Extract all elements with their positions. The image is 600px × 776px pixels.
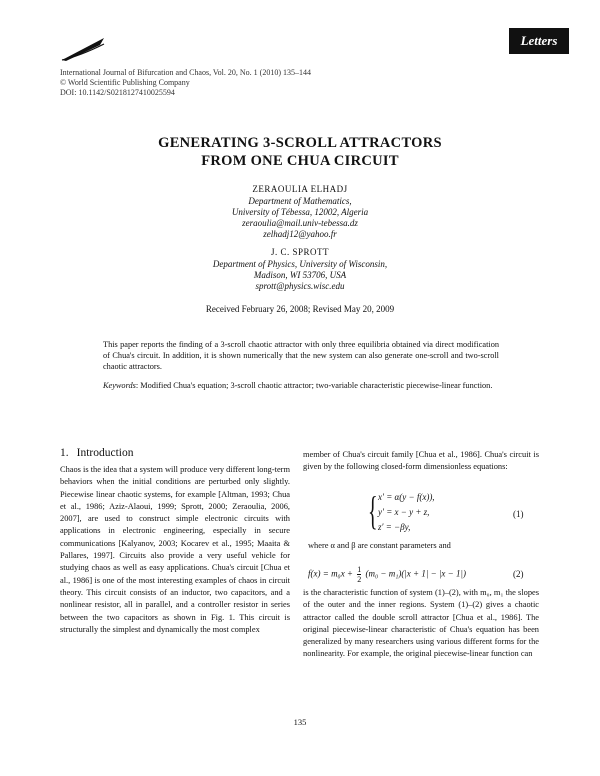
- received-dates: Received February 26, 2008; Revised May 20, 2009: [205, 304, 395, 314]
- section-title: Introduction: [76, 447, 134, 459]
- eq-f-lhs: f(x) = m₀x +: [308, 568, 354, 579]
- intro-right-column-bottom: is the characteristic function of system (1)–(2), with m₀, m₁ the slopes of the outer and the inner regions. System (1)–(2) gives a chaotic attractor called the double scroll attractor [Chua et al., 1986]. The original piecewise-linear characteristic of Chua's equation has been generalized by many researchers using various different forms for the nonlinearity. For example, the original piecewise-linear function can: [303, 588, 539, 659]
- section-number: 1.: [60, 447, 69, 459]
- eq-line2: y′ = x − y + z,: [378, 507, 430, 517]
- fraction: [357, 565, 361, 584]
- doi: DOI: 10.1142/S0218127410025594: [60, 88, 175, 97]
- author2-dept: Department of Physics, University of Wisconsin,: [212, 259, 388, 269]
- journal-citation: International Journal of Bifurcation and Chaos, Vol. 20, No. 1 (2010) 135–144: [60, 68, 311, 77]
- intro-left-column: Chaos is the idea that a system will produce very different long-term behaviors when the initial conditions are perturbed only slightly. Piecewise linear chaotic systems, for example [Altman, 1993; Chua et al., 1986; Aziz-Alaoui, 1999; Sprott, 2000; Zeraoulia, 2006, 2007], are used to construct simple electronic circuits with applications in electronic engineering, especially in secure communications [Kalyanov, 2003; Kocarev et al., 1995; Maaita & Pallares, 1997]. Circuits also provide a very useful vehicle for studying chaos as well as easy applications. Chua's circuit [Chua et al., 1986] is one of the most interesting examples of chaos in circuit theory. This circuit consists of an inductor, two capacitors, and a nonlinear resistor, all in parallel, and a controller resistor in series between the two capacitors as shown in Fig. 1. This circuit is structurally the simplest and dynamically the most complex: [60, 465, 290, 634]
- page-number: 135: [293, 717, 307, 727]
- author2-email: sprott@physics.wisc.edu: [255, 281, 345, 291]
- author1-dept: Department of Mathematics,: [248, 196, 352, 206]
- where-text: where α and β are constant parameters and: [308, 541, 451, 550]
- paper-title-line1: GENERATING 3-SCROLL ATTRACTORS: [158, 135, 442, 151]
- eq-f-rhs: (m₀ − m₁)(|x + 1| − |x − 1|): [365, 568, 466, 579]
- keywords-label: Keywords: [103, 381, 136, 390]
- keywords: [103, 380, 499, 391]
- intro-right-column-top: member of Chua's circuit family [Chua et al., 1986]. Chua's circuit is given by the following closed-form dimensionless equations:: [303, 450, 539, 472]
- journal-info: [60, 68, 311, 98]
- letters-tab: Letters: [509, 28, 569, 54]
- publisher-logo: [60, 36, 106, 62]
- abstract: This paper reports the finding of a 3-scroll chaotic attractor with only three equilibria obtained via direct modification of Chua's circuit. In addition, it is shown numerically that the new system can also generate one-scroll and two-scroll chaotic attractors.: [103, 340, 499, 371]
- copyright: © World Scientific Publishing Company: [60, 78, 190, 87]
- eq-line3: z′ = −βy,: [378, 522, 411, 532]
- brace-glyph: {: [368, 488, 378, 533]
- author1-univ: University of Tébessa, 12002, Algeria: [231, 207, 369, 217]
- author2-city: Madison, WI 53706, USA: [253, 270, 347, 280]
- paper-title-line2: FROM ONE CHUA CIRCUIT: [201, 153, 399, 169]
- keywords-text: : Modified Chua's equation; 3-scroll chaotic attractor; two-variable characteristic piecewise-linear function.: [135, 381, 493, 390]
- eq1-number: (1): [513, 509, 524, 519]
- author1-email1: zeraoulia@mail.univ-tebessa.dz: [242, 218, 358, 228]
- frac-denominator: 2: [357, 575, 362, 584]
- section-heading: [60, 447, 133, 459]
- author1-name: ZERAOULIA ELHADJ: [252, 184, 348, 194]
- author2-name: J. C. SPROTT: [270, 247, 329, 257]
- author1-email2: zelhadj12@yahoo.fr: [263, 229, 337, 239]
- eq-line1: x′ = α(y − f(x)),: [378, 492, 435, 502]
- frac-numerator: 1: [357, 565, 362, 574]
- equation-f: [308, 565, 466, 584]
- eq2-number: (2): [513, 569, 524, 579]
